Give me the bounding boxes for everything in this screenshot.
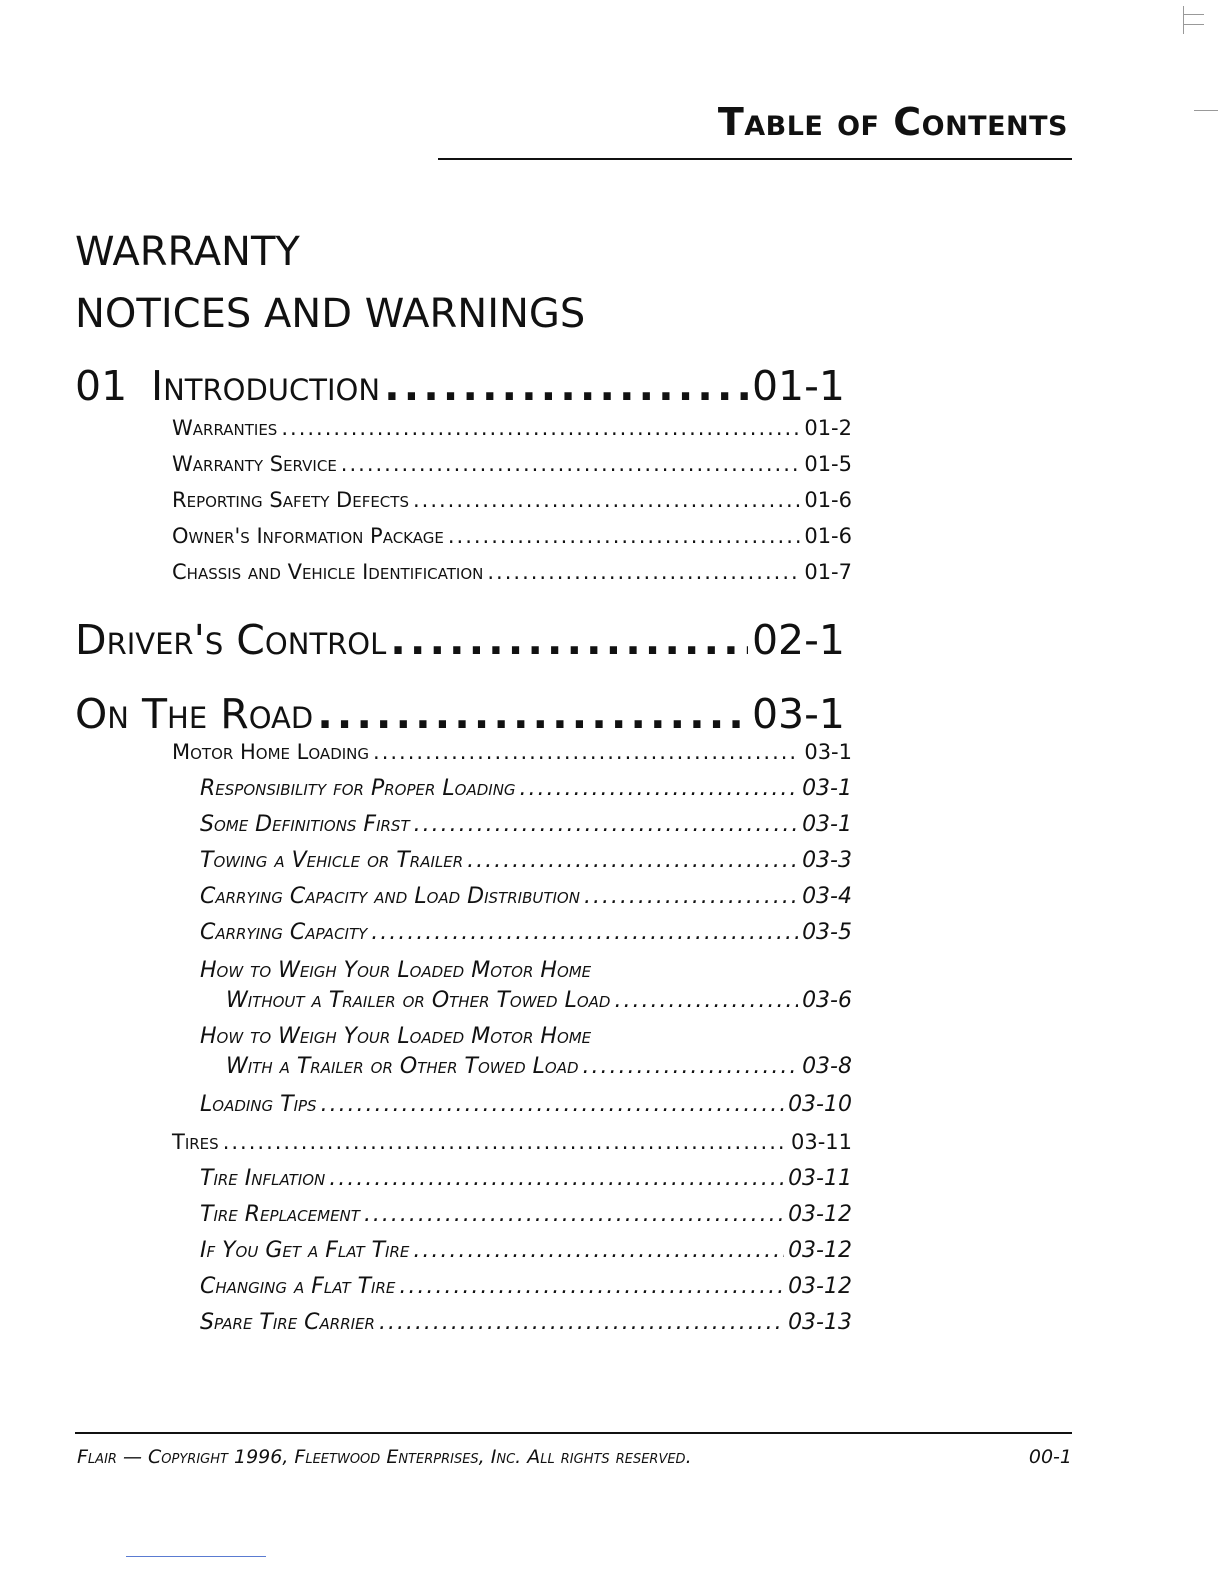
subsection-page: 03-12 [788, 1274, 852, 1299]
toc-subsection-flat-tire[interactable] [200, 1238, 852, 1263]
toc-subsection-loading-tips[interactable] [200, 1092, 852, 1117]
dot-leader [384, 362, 748, 410]
subsection-title: If You Get a Flat Tire [200, 1238, 410, 1263]
toc-subsection-tire-inflation[interactable] [200, 1166, 852, 1191]
section-page: 01-6 [804, 524, 852, 548]
toc-section-warranty-service[interactable] [172, 452, 852, 476]
section-title: Warranties [172, 416, 278, 440]
subsection-page: 03-5 [802, 920, 852, 945]
dot-leader [399, 1274, 784, 1299]
subsection-title: Tire Inflation [200, 1166, 326, 1191]
section-page: 01-5 [804, 452, 852, 476]
subsection-title: Responsibility for Proper Loading [200, 776, 516, 801]
dot-leader [414, 812, 798, 837]
dot-leader [413, 488, 800, 512]
toc-subsection-towing[interactable] [200, 848, 852, 873]
crop-mark [1194, 110, 1218, 111]
dot-leader [520, 776, 799, 801]
dot-leader [413, 1238, 784, 1263]
dot-leader [317, 690, 748, 738]
toc-section-owners-information-package[interactable] [172, 524, 852, 548]
subsection-title: Some Definitions First [200, 812, 410, 837]
subsection-page: 03-12 [788, 1238, 852, 1263]
subsection-page: 03-4 [802, 884, 852, 909]
dot-leader [379, 1310, 784, 1335]
toc-subsection-weigh-with[interactable] [226, 1054, 852, 1079]
toc-section-motor-home-loading[interactable] [172, 740, 852, 764]
dot-leader [329, 1166, 784, 1191]
subsection-title: With a Trailer or Other Towed Load [226, 1054, 579, 1079]
section-page: 01-2 [804, 416, 852, 440]
section-title: Chassis and Vehicle Identification [172, 560, 484, 584]
footer-page-number: 00-1 [1028, 1446, 1072, 1468]
dot-leader [371, 920, 798, 945]
section-title: Warranty Service [172, 452, 337, 476]
toc-chapter-drivers-control[interactable] [75, 616, 845, 664]
toc-section-warranties[interactable] [172, 416, 852, 440]
subsection-page: 03-12 [788, 1202, 852, 1227]
toc-subsection-tire-replacement[interactable] [200, 1202, 852, 1227]
dot-leader [373, 740, 800, 764]
dot-leader [341, 452, 801, 476]
toc-subsection-spare-tire-carrier[interactable] [200, 1310, 852, 1335]
toc-section-tires[interactable] [172, 1130, 852, 1154]
chapter-title: On The Road [75, 690, 314, 738]
subsection-page: 03-11 [788, 1166, 852, 1191]
subsection-page: 03-10 [788, 1092, 852, 1117]
subsection-title: Carrying Capacity and Load Distribution [200, 884, 580, 909]
chapter-title: Driver's Control [75, 616, 387, 664]
subsection-page: 03-8 [802, 1054, 852, 1079]
chapter-title: Introduction [151, 362, 381, 410]
dot-leader [583, 1054, 799, 1079]
subsection-page: 03-3 [802, 848, 852, 873]
toc-subsection-weigh-with-heading[interactable]: How to Weigh Your Loaded Motor Home [200, 1024, 592, 1049]
section-title: Owner's Information Package [172, 524, 444, 548]
subsection-title: Without a Trailer or Other Towed Load [226, 988, 611, 1013]
dot-leader [223, 1130, 787, 1154]
dot-leader [614, 988, 798, 1013]
section-page: 01-6 [804, 488, 852, 512]
toc-subsection-carrying-capacity[interactable] [200, 920, 852, 945]
section-page: 03-11 [790, 1130, 852, 1154]
dot-leader [364, 1202, 784, 1227]
section-title: Tires [172, 1130, 219, 1154]
toc-subsection-weigh-without-heading[interactable]: How to Weigh Your Loaded Motor Home [200, 958, 592, 983]
section-title: Reporting Safety Defects [172, 488, 409, 512]
title-divider [438, 158, 1072, 160]
toc-front-matter-notices: NOTICES AND WARNINGS [75, 291, 586, 337]
section-page: 01-7 [804, 560, 852, 584]
toc-section-chassis-vehicle-identification[interactable] [172, 560, 852, 584]
dot-leader [390, 616, 748, 664]
dot-leader [467, 848, 798, 873]
dot-leader [487, 560, 800, 584]
toc-subsection-changing-flat[interactable] [200, 1274, 852, 1299]
toc-chapter-introduction[interactable] [75, 362, 845, 410]
subsection-title: Spare Tire Carrier [200, 1310, 375, 1335]
toc-subsection-weigh-without[interactable] [226, 988, 852, 1013]
toc-subsection-definitions[interactable] [200, 812, 852, 837]
page-title: Table of Contents [717, 100, 1068, 144]
dot-leader [584, 884, 798, 909]
subsection-title: Loading Tips [200, 1092, 317, 1117]
toc-subsection-responsibility[interactable] [200, 776, 852, 801]
subsection-page: 03-1 [802, 812, 852, 837]
crop-mark [1183, 6, 1204, 34]
dot-leader [448, 524, 800, 548]
subsection-title: Towing a Vehicle or Trailer [200, 848, 464, 873]
chapter-page: 02-1 [751, 616, 845, 664]
toc-subsection-capacity-distribution[interactable] [200, 884, 852, 909]
dot-leader [321, 1092, 784, 1117]
subsection-title: Tire Replacement [200, 1202, 360, 1227]
section-title: Motor Home Loading [172, 740, 370, 764]
footer-divider [75, 1432, 1072, 1434]
subsection-page: 03-13 [788, 1310, 852, 1335]
chapter-page: 01-1 [751, 362, 845, 410]
subsection-title: Carrying Capacity [200, 920, 368, 945]
footer-copyright: Flair — Copyright 1996, Fleetwood Enterprises, Inc. All rights reserved. [77, 1446, 692, 1468]
section-page: 03-1 [804, 740, 852, 764]
chapter-number: 01 [75, 362, 128, 410]
subsection-page: 03-6 [802, 988, 852, 1013]
dot-leader [281, 416, 800, 440]
toc-chapter-on-the-road[interactable] [75, 690, 845, 738]
subsection-title: Changing a Flat Tire [200, 1274, 396, 1299]
toc-section-reporting-safety-defects[interactable] [172, 488, 852, 512]
bottom-rule [126, 1556, 266, 1557]
subsection-page: 03-1 [802, 776, 852, 801]
chapter-page: 03-1 [751, 690, 845, 738]
toc-front-matter-warranty: WARRANTY [75, 229, 300, 275]
